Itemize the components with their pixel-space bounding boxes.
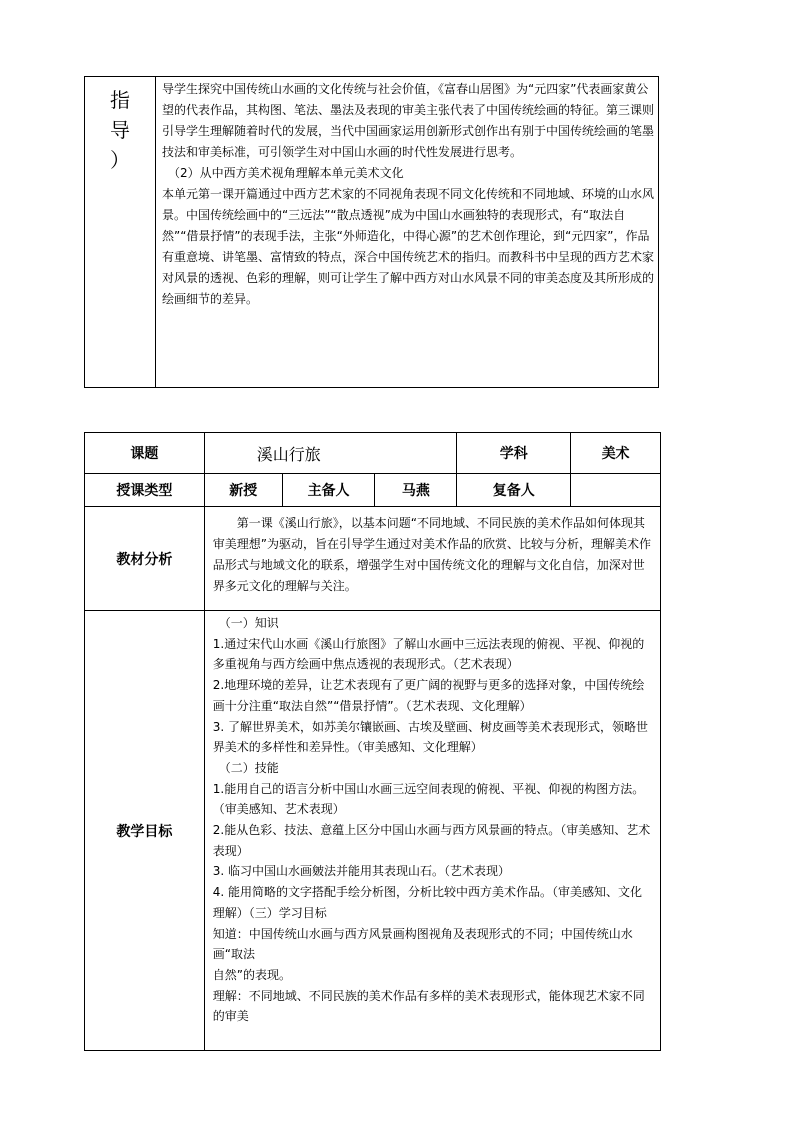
goals-label: 教学目标 (85, 611, 205, 1051)
topic-label: 课题 (85, 433, 205, 474)
lead-label: 主备人 (282, 474, 375, 507)
topic-value: 溪山行旅 (204, 433, 457, 474)
backup-label: 复备人 (457, 474, 571, 507)
goals-line: 知道：中国传统山水画与西方风景画构图视角及表现形式的不同；中国传统山水画“取法 (212, 926, 633, 962)
type-label: 授课类型 (85, 474, 205, 507)
goals-cell (204, 611, 660, 1051)
guide-side-label-cell (85, 77, 156, 388)
guide-paragraph: 本单元第一课开篇通过中西方艺术家的不同视角表现不同文化传统和不同地域、环境的山水风景。中国传统绘画中的“三远法”“散点透视”成为中国山水画独特的表现形式，有“取法自然”“借景抒情”的表现手法，主张“外师造化，中得心源”的艺术创作理论，到“元四家”，作品有重意境、讲笔墨、富情致的特点，深合中国传统艺术的指归。而教科书中呈现的西方艺术家对风景的透视、色彩的理解，则可让学生了解中西方对山水风景不同的审美态度及其所形成的绘画细节的差异。 (162, 187, 655, 306)
subject-value: 美术 (571, 433, 661, 474)
analysis-text: 第一课《溪山行旅》，以基本问题“不同地域、不同民族的美术作品如何体现其审美理想”为驱动，旨在引导学生通过对美术作品的欣赏、比较与分析，理解美术作品形式与地域文化的联系，增强学生对中国传统文化的理解与文化自信，加深对世界多元文化的理解与关注。 (212, 516, 651, 593)
goals-line: 4. 能用简略的文字搭配手绘分析图，分析比较中西方美术作品。（审美感知、文化理解）（三）学习目标 (212, 885, 643, 920)
type-value: 新授 (204, 474, 282, 507)
guide-body (156, 77, 659, 388)
backup-value (571, 474, 661, 507)
goals-line: 自然”的表现。 (212, 967, 291, 982)
side-char: ） (110, 148, 130, 172)
goals-line: 3. 了解世界美术，如苏美尔镶嵌画、古埃及壁画、树皮画等美术表现形式，领略世界美术的多样性和差异性。（审美感知、文化理解） (212, 719, 649, 755)
subject-label: 学科 (457, 433, 571, 474)
lesson-table (84, 432, 661, 1051)
goals-line: 理解：不同地域、不同民族的美术作品有多样的美术表现形式，能体现艺术家不同的审美 (212, 988, 645, 1024)
side-char: 导 (110, 118, 130, 142)
guide-table (84, 76, 659, 388)
guide-subheading: （2）从中西方美术视角理解本单元美术文化 (168, 166, 404, 180)
lead-value: 马燕 (375, 474, 457, 507)
analysis-label: 教材分析 (85, 507, 205, 611)
guide-paragraph: 导学生探究中国传统山水画的文化传统与社会价值，《富春山居图》为“元四家”代表画家黄公望的代表作品，其构图、笔法、墨法及表现的审美主张代表了中国传统绘画的特征。第三课则引导学生理解随着时代的发展，当代中国画家运用创新形式创作出有别于中国传统绘画的笔墨技法和审美标准，可引领学生对中国山水画的时代性发展进行思考。 (162, 82, 655, 159)
side-char: 指 (110, 88, 130, 112)
goals-line: （一）知识 (218, 616, 279, 630)
guide-side-label (85, 77, 155, 175)
goals-line: （二）技能 (218, 760, 279, 775)
analysis-cell (204, 507, 660, 611)
goals-line: 3. 临习中国山水画皴法并能用其表现山石。（艺术表现） (212, 864, 511, 879)
goals-line: 1.能用自己的语言分析中国山水画三远空间表现的俯视、平视、仰视的构图方法。（审美感知、艺术表现） (212, 781, 645, 817)
goals-line: 2.地理环境的差异，让艺术表现有了更广阔的视野与更多的选择对象，中国传统绘画十分注重“取法自然”“借景抒情”。（艺术表现、文化理解） (212, 678, 645, 713)
goals-line: 1.通过宋代山水画《溪山行旅图》了解山水画中三远法表现的俯视、平视、仰视的多重视角与西方绘画中焦点透视的表现形式。（艺术表现） (212, 636, 645, 672)
goals-line: 2.能从色彩、技法、意蕴上区分中国山水画与西方风景画的特点。（审美感知、艺术表现） (212, 823, 651, 858)
